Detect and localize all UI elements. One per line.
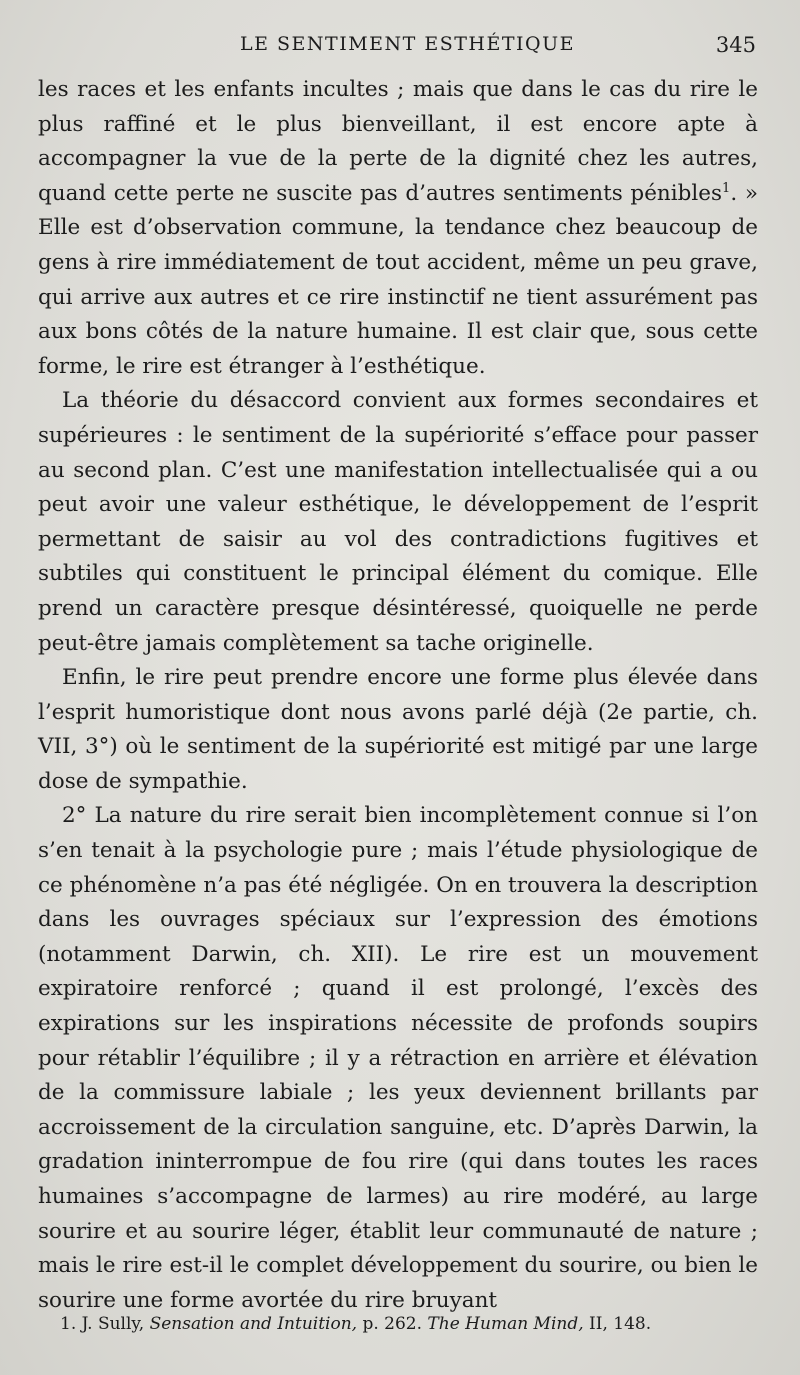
- paragraph-1: [38, 73, 758, 384]
- running-title: LE SENTIMENT ESTHÉTIQUE: [240, 33, 576, 55]
- body-text: [38, 73, 758, 1318]
- paragraph-1-text-b: . » Elle est d’observation commune, la tendance chez beaucoup de gens à rire immédiatement de tout accident, même un peu grave, qui arrive aux autres et ce rire instinctif ne tient assurément pas aux bons côtés de la nature humaine. Il est clair que, sous cette forme, le rire est étranger à l’esthétique.: [38, 180, 758, 379]
- footnote-reference: 1: [722, 180, 731, 196]
- footnote-reference-1: p. 262.: [362, 1314, 423, 1334]
- page-number: 345: [715, 33, 756, 57]
- paragraph-3: Enfin, le rire peut prendre encore une forme plus élevée dans l’esprit humoristique dont nous avons parlé déjà (2e partie, ch. VII, 3°) où le sentiment de la supériorité est mitigé par une large dose de sympathie.: [38, 665, 758, 794]
- footnote-number: 1.: [60, 1314, 77, 1334]
- paragraph-2: La théorie du désaccord convient aux formes secondaires et supérieures : le sentiment de la supériorité s’efface pour passer au second plan. C’est une manifestation intellectualisée qui a ou peut avoir une valeur esthétique, le développement de l’esprit permettant de saisir au vol des contradictions fugitives et subtiles qui constituent le principal élément du comique. Elle prend un caractère presque désintéressé, quoiquelle ne perde peut-être jamais complètement sa tache originelle.: [38, 388, 758, 656]
- footnote: [60, 1313, 760, 1335]
- footnote-work-title-1: Sensation and Intuition,: [149, 1314, 358, 1334]
- paragraph-1-text-a: les races et les enfants incultes ; mais que dans le cas du rire le plus raffiné et le plus bienveillant, il est encore apte à accompagner la vue de la perte de la dignité chez les autres, quand cette perte ne suscite pas d’autres sentiments pénibles: [38, 77, 758, 206]
- footnote-work-title-2: The Human Mind,: [427, 1314, 584, 1334]
- paragraph-4: 2° La nature du rire serait bien incomplètement connue si l’on s’en tenait à la psychologie pure ; mais l’étude physiologique de ce phénomène n’a pas été négligée. On en trouvera la description dans les ouvrages spéciaux sur l’expression des émotions (notamment Darwin, ch. XII). Le rire est un mouvement expiratoire renforcé ; quand il est prolongé, l’excès des expirations sur les inspirations nécessite de profonds soupirs pour rétablir l’équilibre ; il y a rétraction en arrière et élévation de la commissure labiale ; les yeux deviennent brillants par accroissement de la circulation sanguine, etc. D’après Darwin, la gradation ininterrompue de fou rire (qui dans toutes les races humaines s’accompagne de larmes) au rire modéré, au large sourire et au sourire léger, établit leur communauté de nature ; mais le rire est-il le complet développement du sourire, ou bien le sourire une forme avortée du rire bruyant: [38, 803, 758, 1313]
- footnote-author: J. Sully,: [81, 1314, 145, 1334]
- running-head: [0, 33, 800, 63]
- footnote-reference-2: II, 148.: [589, 1314, 652, 1334]
